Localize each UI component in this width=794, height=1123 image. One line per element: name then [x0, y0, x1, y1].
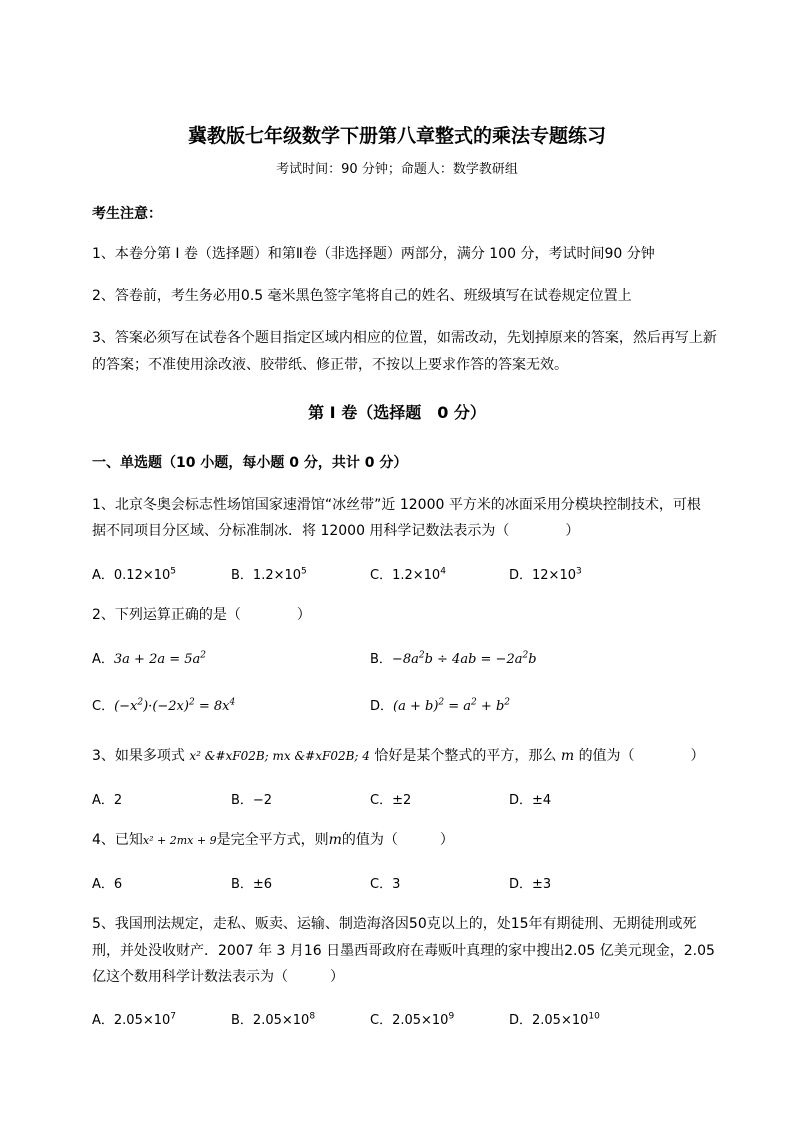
question-5-option-d: D．$2.05\times 10^{10}$ — [509, 1011, 600, 1028]
question-1-option-c: C．$1.2\times 10^4$ — [370, 566, 446, 583]
question-3-option-b: B．−2 — [231, 793, 273, 808]
question-1-option-b: B．$1.2\times 10^5$ — [231, 566, 307, 583]
question-5-line-1: 5、我国刑法规定，走私、贩卖、运输、制造海洛因50克以上的，处15年有期徒刑、无期徒刑或死 — [92, 916, 697, 932]
notice-item-2: 2、答卷前，考生务必用0.5 毫米黑色签字笔将自己的姓名、班级填写在试卷规定位置上 — [92, 288, 632, 304]
question-5-line-2: 刑，并处没收财产．2007 年 3 月16 日墨西哥政府在毒贩叶真理的家中搜出2.05 亿美元现金，2.05 — [92, 943, 715, 959]
notice-item-3-cont: 的答案；不准使用涂改液、胶带纸、修正带，不按以上要求作答的答案无效。 — [92, 357, 568, 373]
question-5-option-c: C．$2.05\times 10^9$ — [370, 1011, 455, 1028]
question-2-line-1: 2、下列运算正确的是（ ） — [92, 607, 311, 623]
question-1-option-a: A．$0.12\times 10^5$ — [92, 566, 177, 583]
notice-heading: 考生注意： — [92, 206, 162, 222]
question-1-line-2: 据不同项目分区域、分标准制冰．将 12000 用科学记数法表示为（ ） — [92, 523, 580, 539]
question-5-option-b: B．$2.05\times 10^8$ — [231, 1011, 316, 1028]
exam-info: 考试时间：90 分钟；命题人：数学教研组 — [276, 162, 518, 177]
question-4-option-a: A．6 — [92, 877, 123, 892]
question-3-option-a: A．2 — [92, 793, 123, 808]
question-1-line-1: 1、北京冬奥会标志性场馆国家速滑馆“冰丝带”近 12000 平方米的冰面采用分模块控制技术，可根 — [92, 497, 701, 513]
notice-item-1: 1、本卷分第 I 卷（选择题）和第Ⅱ卷（非选择题）两部分，满分 100 分，考试时间90 分钟 — [92, 246, 655, 262]
part-heading: 一、单选题（10 小题，每小题 0 分，共计 0 分） — [92, 455, 408, 471]
question-1-option-d: D．$12\times 10^3$ — [509, 566, 582, 583]
notice-item-3: 3、答案必须写在试卷各个题目指定区域内相应的位置，如需改动，先划掉原来的答案，然后再写上新 — [92, 330, 717, 346]
question-4-line-1: 4、已知x² + 2mx + 9是完全平方式，则m的值为（ ） — [92, 832, 454, 848]
question-2-option-b: B．$-8a^2b \div 4ab = -2a^2b$ — [370, 650, 537, 667]
question-5-option-a: A．$2.05\times 10^7$ — [92, 1011, 177, 1028]
question-3-option-c: C．±2 — [370, 793, 412, 808]
section-title: 第 I 卷（选择题 0 分） — [308, 403, 486, 422]
document-title: 冀教版七年级数学下册第八章整式的乘法专题练习 — [187, 125, 606, 147]
question-2-option-a: A．$3a + 2a = 5a^2$ — [92, 650, 207, 667]
question-3-option-d: D．±4 — [509, 793, 552, 808]
question-2-option-c: C．$(-x^2)\cdot(-2x)^2 = 8x^4$ — [92, 697, 236, 714]
question-4-option-b: B．±6 — [231, 877, 273, 892]
question-2-option-d: D．$(a + b)^2 = a^2 + b^2$ — [370, 697, 510, 714]
question-4-option-c: C．3 — [370, 877, 401, 892]
question-3-line-1: 3、如果多项式 x² &#xF02B; mx &#xF02B; 4 恰好是某个整式的平方，那么 m 的值为（ ） — [92, 748, 705, 764]
question-4-option-d: D．±3 — [509, 877, 552, 892]
question-5-line-3: 亿这个数用科学计数法表示为（ ） — [92, 969, 344, 985]
